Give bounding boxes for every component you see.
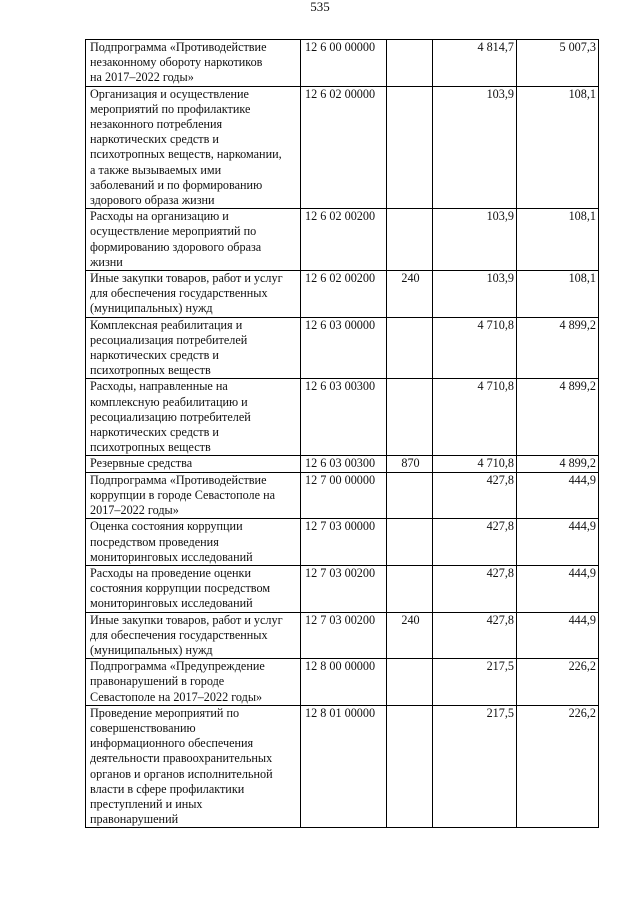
- table-row: [86, 472, 599, 519]
- table-row: [86, 705, 599, 828]
- row-code: 12 6 03 00300: [301, 456, 387, 472]
- row-name: Расходы на организацию и осуществление мероприятий по формированию здорового образа жизни: [86, 209, 301, 271]
- row-expense-type: 240: [387, 271, 433, 318]
- row-name: Подпрограмма «Предупреждение правонарушений в городе Севастополе на 2017–2022 годы»: [86, 659, 301, 706]
- table-row: [86, 456, 599, 472]
- page-number: 535: [310, 0, 330, 14]
- table-row: [86, 209, 599, 271]
- table-row: [86, 317, 599, 379]
- row-amount-year1: 427,8: [433, 472, 517, 519]
- row-amount-year2: 108,1: [517, 271, 599, 318]
- row-amount-year2: 108,1: [517, 209, 599, 271]
- row-name: Организация и осуществление мероприятий по профилактике незаконного потребления наркотических средств и психотропных веществ, наркомании, а также вызываемых ими заболеваний и по формированию здорового образа жизни: [86, 86, 301, 209]
- row-amount-year1: 427,8: [433, 612, 517, 659]
- row-amount-year2: 444,9: [517, 565, 599, 612]
- table-row: [86, 379, 599, 456]
- row-amount-year2: 4 899,2: [517, 379, 599, 456]
- row-expense-type: [387, 317, 433, 379]
- row-code: 12 7 03 00200: [301, 612, 387, 659]
- row-name: Оценка состояния коррупции посредством проведения мониторинговых исследований: [86, 519, 301, 566]
- row-amount-year1: 427,8: [433, 519, 517, 566]
- row-name: Расходы, направленные на комплексную реабилитацию и ресоциализацию потребителей наркотических средств и психотропных веществ: [86, 379, 301, 456]
- row-amount-year2: 444,9: [517, 519, 599, 566]
- budget-table: [85, 39, 599, 828]
- row-expense-type: 870: [387, 456, 433, 472]
- row-amount-year2: 226,2: [517, 705, 599, 828]
- table-row: [86, 519, 599, 566]
- row-expense-type: [387, 659, 433, 706]
- row-amount-year2: 108,1: [517, 86, 599, 209]
- row-code: 12 6 02 00200: [301, 271, 387, 318]
- table-row: [86, 565, 599, 612]
- row-code: 12 6 00 00000: [301, 40, 387, 87]
- row-name: Проведение мероприятий по совершенствованию информационного обеспечения деятельности правоохранительных органов и органов исполнительной власти в сфере профилактики преступлений и иных правонарушений: [86, 705, 301, 828]
- row-amount-year1: 217,5: [433, 705, 517, 828]
- row-expense-type: [387, 472, 433, 519]
- row-expense-type: [387, 86, 433, 209]
- row-name: Подпрограмма «Противодействие незаконному обороту наркотиков на 2017–2022 годы»: [86, 40, 301, 87]
- row-amount-year1: 4 814,7: [433, 40, 517, 87]
- row-expense-type: [387, 40, 433, 87]
- row-expense-type: [387, 209, 433, 271]
- table-row: [86, 40, 599, 87]
- row-amount-year1: 103,9: [433, 209, 517, 271]
- row-code: 12 6 02 00200: [301, 209, 387, 271]
- row-code: 12 6 03 00300: [301, 379, 387, 456]
- row-name: Иные закупки товаров, работ и услуг для обеспечения государственных (муниципальных) нужд: [86, 271, 301, 318]
- row-code: 12 6 03 00000: [301, 317, 387, 379]
- row-name: Комплексная реабилитация и ресоциализация потребителей наркотических средств и психотропных веществ: [86, 317, 301, 379]
- row-code: 12 8 00 00000: [301, 659, 387, 706]
- row-name: Подпрограмма «Противодействие коррупции в городе Севастополе на 2017–2022 годы»: [86, 472, 301, 519]
- row-code: 12 7 03 00000: [301, 519, 387, 566]
- row-code: 12 7 00 00000: [301, 472, 387, 519]
- row-code: 12 6 02 00000: [301, 86, 387, 209]
- row-amount-year2: 4 899,2: [517, 456, 599, 472]
- row-expense-type: [387, 519, 433, 566]
- table-row: [86, 86, 599, 209]
- row-code: 12 7 03 00200: [301, 565, 387, 612]
- row-expense-type: [387, 565, 433, 612]
- row-amount-year2: 5 007,3: [517, 40, 599, 87]
- row-name: Расходы на проведение оценки состояния коррупции посредством мониторинговых исследований: [86, 565, 301, 612]
- row-expense-type: 240: [387, 612, 433, 659]
- table-row: [86, 612, 599, 659]
- row-amount-year2: 226,2: [517, 659, 599, 706]
- row-amount-year1: 103,9: [433, 86, 517, 209]
- row-code: 12 8 01 00000: [301, 705, 387, 828]
- row-name: Резервные средства: [86, 456, 301, 472]
- table-row: [86, 271, 599, 318]
- row-amount-year1: 4 710,8: [433, 317, 517, 379]
- row-expense-type: [387, 379, 433, 456]
- row-name: Иные закупки товаров, работ и услуг для обеспечения государственных (муниципальных) нужд: [86, 612, 301, 659]
- row-expense-type: [387, 705, 433, 828]
- row-amount-year1: 103,9: [433, 271, 517, 318]
- row-amount-year2: 4 899,2: [517, 317, 599, 379]
- row-amount-year1: 217,5: [433, 659, 517, 706]
- row-amount-year2: 444,9: [517, 472, 599, 519]
- row-amount-year1: 4 710,8: [433, 456, 517, 472]
- row-amount-year2: 444,9: [517, 612, 599, 659]
- row-amount-year1: 4 710,8: [433, 379, 517, 456]
- row-amount-year1: 427,8: [433, 565, 517, 612]
- table-row: [86, 659, 599, 706]
